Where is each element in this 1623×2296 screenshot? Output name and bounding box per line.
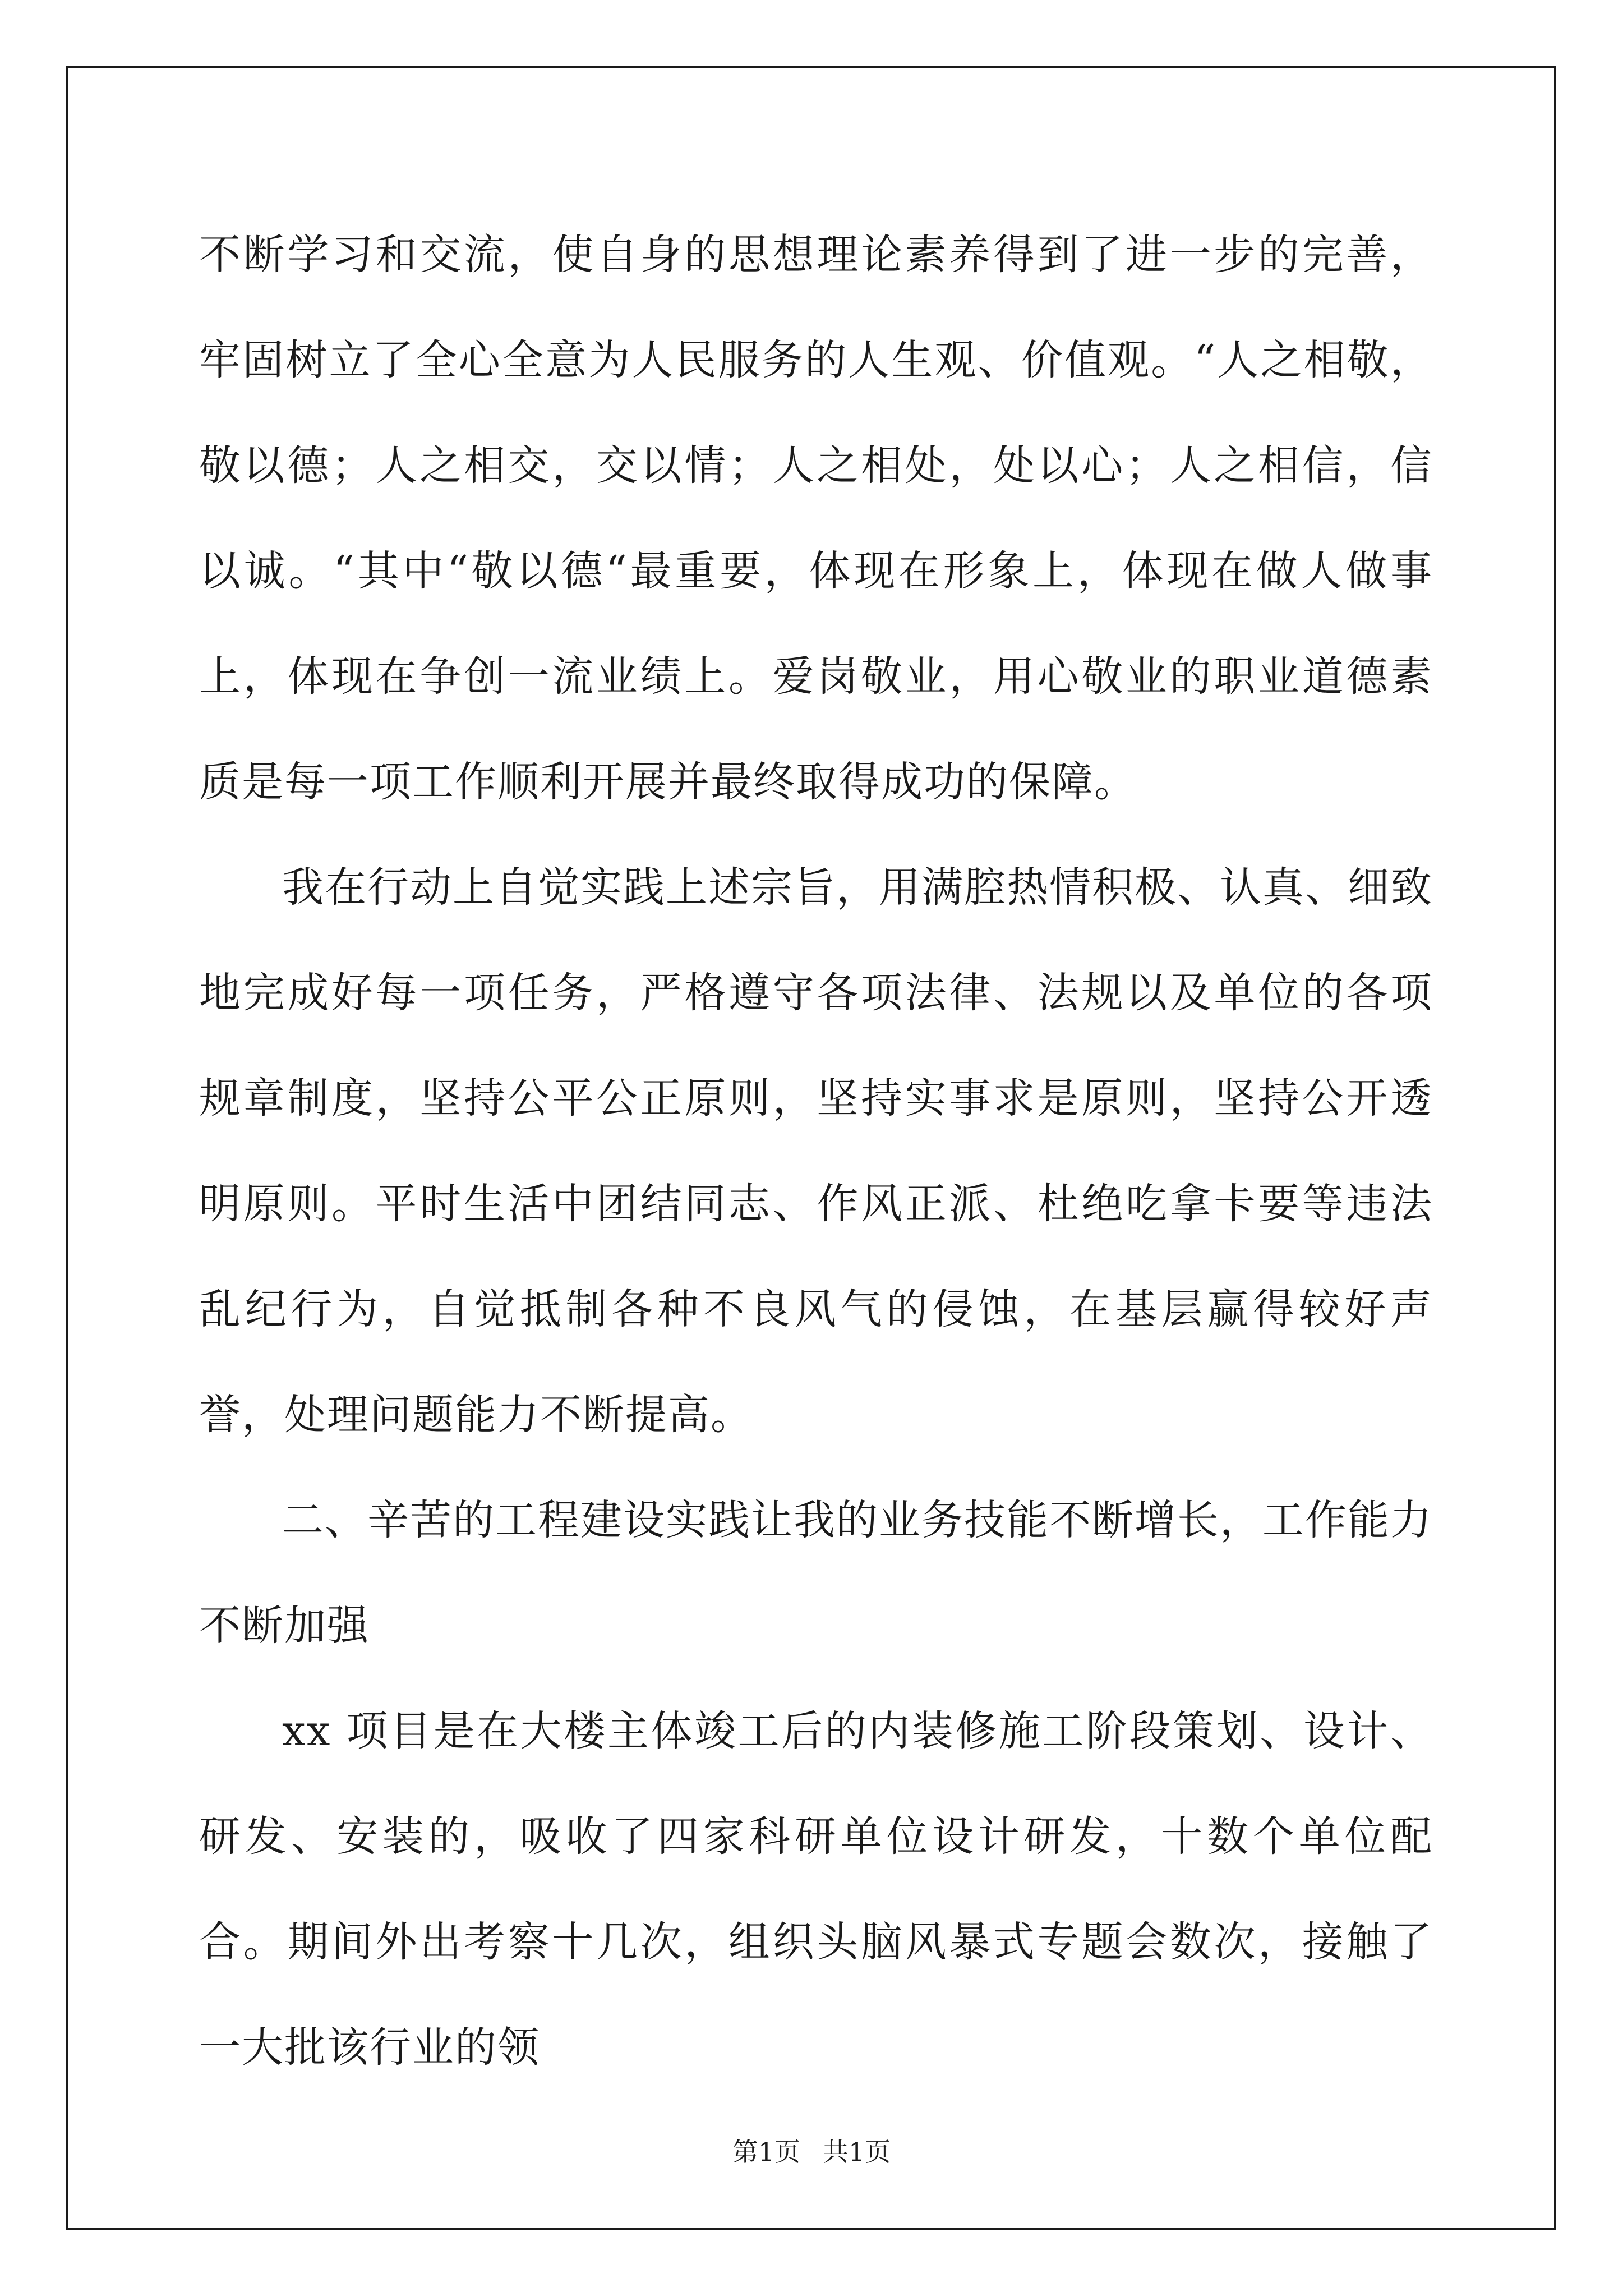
page-number: 第1页: [732, 2137, 800, 2167]
paragraph-3: xx 项目是在大楼主体竣工后的内装修施工阶段策划、设计、研发、安装的，吸收了四家科研单位设计研发，十数个单位配合。期间外出考察十几次，组织头脑风暴式专题会数次，接触了一大批该行业的领: [199, 1707, 1433, 2072]
paragraph-2: 我在行动上自觉实践上述宗旨，用满腔热情积极、认真、细致地完成好每一项任务，严格遵守各项法律、法规以及单位的各项规章制度，坚持公平公正原则，坚持实事求是原则，坚持公开透明原则。平时生活中团结同志、作风正派、杜绝吃拿卡要等违法乱纪行为，自觉抵制各种不良风气的侵蚀，在基层赢得较好声誉，处理问题能力不断提高。: [199, 863, 1433, 1439]
page-footer: [0, 2132, 1623, 2169]
page-total: 共1页: [823, 2137, 891, 2167]
section-heading-2: 二、辛苦的工程建设实践让我的业务技能不断增长，工作能力不断加强: [199, 1496, 1433, 1650]
document-body: [199, 202, 1433, 2100]
paragraph-1: 不断学习和交流，使自身的思想理论素养得到了进一步的完善，牢固树立了全心全意为人民服务的人生观、价值观。“人之相敬，敬以德；人之相交，交以情；人之相处，处以心；人之相信，信以诚。“其中“敬以德“最重要，体现在形象上，体现在做人做事上，体现在争创一流业绩上。爱岗敬业，用心敬业的职业道德素质是每一项工作顺利开展并最终取得成功的保障。: [199, 231, 1433, 806]
